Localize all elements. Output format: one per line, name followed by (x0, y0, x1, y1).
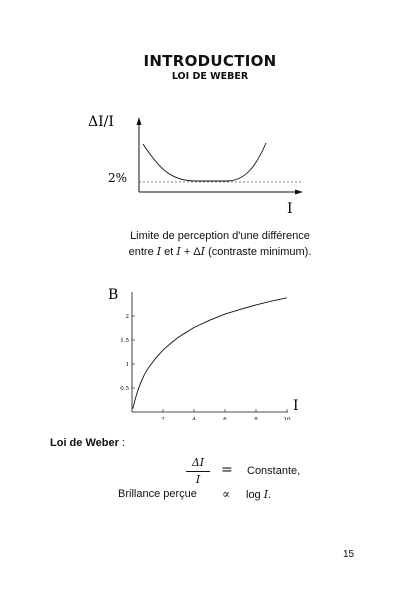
caption-line-1: Limite de perception d'une différence (130, 230, 310, 242)
chart-x-tick-label: 10 (283, 417, 291, 420)
chart-x-tick-label: 4 (192, 417, 196, 420)
page-title: INTRODUCTION (143, 52, 277, 70)
chart-x-tick-label: 8 (254, 417, 258, 420)
chart-y-tick-label: 0.5 (120, 386, 129, 392)
chart-y-tick-label: 1 (125, 362, 129, 368)
caption-var: I (200, 245, 206, 258)
chart-series-line (133, 298, 287, 409)
page-subtitle: LOI DE WEBER (171, 71, 249, 82)
log-expression (246, 488, 271, 501)
log-var: I (263, 488, 269, 501)
caption-var: I (176, 245, 181, 258)
page-number: 15 (343, 549, 355, 560)
caption-var: I (156, 245, 162, 258)
brightness-label: Brillance perçue (118, 488, 197, 500)
figure1-xlabel: I (287, 201, 293, 217)
figure1-caption (60, 229, 380, 260)
figure1-curve (143, 143, 266, 181)
fraction-denominator: I (195, 473, 201, 486)
chart-x-tick-label: 6 (223, 417, 227, 420)
fraction-numerator: ΔI (191, 456, 205, 469)
equals-symbol: = (221, 462, 233, 478)
equation-rhs: Constante, (247, 465, 301, 477)
figure1-ylabel: ΔI/I (88, 114, 114, 130)
chart-y-tick-label: 1.5 (120, 338, 129, 344)
law-heading-colon: : (118, 437, 125, 449)
log-text: log (246, 489, 264, 501)
caption-text: entre (128, 246, 157, 258)
figure1-threshold-label: 2% (108, 171, 128, 185)
law-heading (50, 437, 125, 449)
caption-text: et (161, 246, 177, 258)
figure1-y-arrow (137, 117, 142, 125)
figure1-x-arrow (295, 190, 303, 195)
chart-y-tick-label: 2 (125, 314, 129, 320)
chart-xlabel: I (293, 398, 299, 414)
chart-x-tick-label: 2 (161, 417, 165, 420)
fraction-bar (186, 471, 210, 472)
brightness-chart (0, 280, 420, 420)
caption-text: (contraste minimum). (205, 246, 312, 258)
caption-line-2 (60, 244, 380, 260)
proportional-symbol: ∝ (222, 487, 231, 501)
caption-text: + Δ (180, 246, 201, 258)
weber-fraction-figure (0, 0, 420, 230)
log-period: . (268, 489, 272, 501)
weber-fraction (186, 456, 210, 487)
law-heading-bold: Loi de Weber (50, 437, 119, 449)
chart-ylabel: B (108, 287, 119, 303)
